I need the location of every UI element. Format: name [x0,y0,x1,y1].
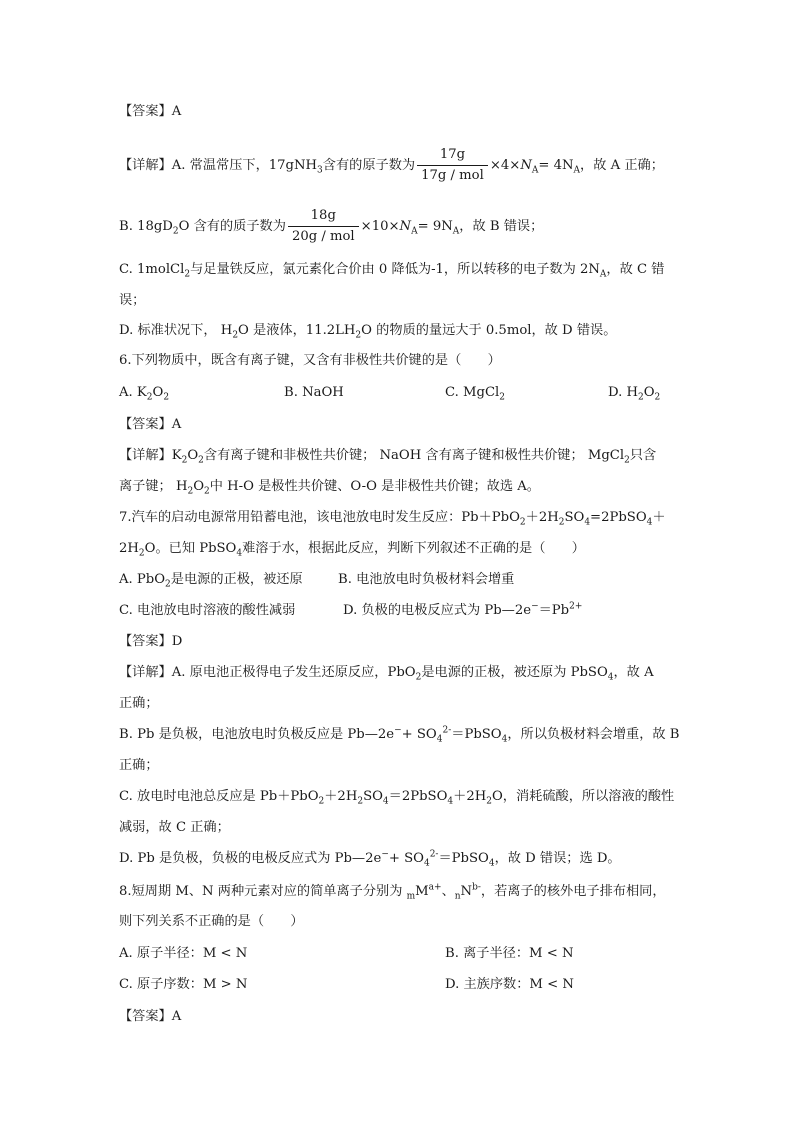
q7-explain-d: D. Pb 是负极，负极的电极反应式为 Pb—2e−+ $SO_4^{2-}=PbSO_4$，故 D 错误；选 D。 [119,849,621,869]
q7-stem-1: 7.汽车的启动电源常用铅蓄电池，该电池放电时发生反应：$Pb+PbO_2+2H_2SO_4=2PbSO_4+$ [119,510,666,528]
q5-explain-c: C. 1molCl$_2$与足量铁反应，氯元素化合价由 0 降低为-1，所以转移的电子数为 $2N_A$，故 C 错 [119,262,665,280]
q7-option-a: A. PbO$_2$是电源的正极，被还原 [119,572,303,590]
q6-explain-1: 【详解】$K_2O_2$含有离子键和非极性共价键； NaOH 含有离子键和极性共价键； MgCl$_2$只含 [119,448,657,466]
q8-option-c: C. 原子序数：M > N [119,977,248,992]
q6-stem: 6.下列物质中，既含有离子键，又含有非极性共价键的是（ ） [119,353,501,368]
q8-option-b: B. 离子半径：M < N [445,946,574,961]
q7-stem-2: $2H_2O$。已知 PbSO$_4$难溶于水，根据此反应，判断下列叙述不正确的是（ ） [119,541,585,559]
q5-explain-c-cont: 误； [119,293,146,308]
q6-answer: 【答案】A [119,417,182,432]
q8-answer: 【答案】A [119,1009,182,1024]
q5-explain-a: 【详解】A. 常温常压下，17gNH$_3$含有的原子数为 $\frac{17g}{\text{17g / mol}}$ $\times 4\times N_A= 4N_A$，故 A 正确； [119,147,664,183]
q5-answer: 【答案】A [119,104,182,119]
q7-explain-b-cont: 正确； [119,758,159,773]
fraction-17g: $\frac{17g}{\text{17g / mol}}$ [417,146,488,185]
q8-stem-2: 则下列关系不正确的是（ ） [119,914,304,929]
q7-explain-a: 【详解】A. 原电池正极得电子发生还原反应，PbO$_2$是电源的正极，被还原为 PbSO$_4$，故 A [119,665,654,683]
q7-option-c: C. 电池放电时溶液的酸性减弱 [119,603,296,618]
q8-option-a: A. 原子半径：M < N [119,946,248,961]
q8-stem-1: 8.短周期 M、N 两种元素对应的简单离子分别为 $_mM^{a+}$、$_nN^{b-}$，若离子的核外电子排布相同， [119,882,666,902]
q5-explain-d: D. 标准状况下， $H_2O$ 是液体，$11.2LH_2O$ 的物质的量远大于 0.5mol，故 D 错误。 [119,323,617,341]
q6-explain-2: 离子键； $H_2O_2$中 H-O 是极性共价键、O-O 是非极性共价键；故选 A。 [119,479,540,497]
q6-option-a: A. $K_2O_2$ [119,385,170,403]
q7-explain-a-cont: 正确； [119,696,159,711]
q5-explain-b: B. $18gD_2O$ 含有的质子数为 $\frac{18g}{\text{20g / mol}}$ $\times 10\times N_A= 9N_A$，故 B 错误； [119,208,544,244]
q6-option-d: D. $H_2O_2$ [608,385,661,403]
q7-option-b: B. 电池放电时负极材料会增重 [338,572,515,587]
q6-option-b: B. NaOH [284,385,344,400]
q7-explain-c-cont: 减弱，故 C 正确； [119,820,230,835]
q7-option-d: D. 负极的电极反应式为 $Pb—2e^-=Pb^{2+}$ [343,601,583,618]
q7-answer: 【答案】D [119,634,183,649]
q8-option-d: D. 主族序数：M < N [445,977,574,992]
q7-explain-c: C. 放电时电池总反应是 $Pb+PbO_2+2H_2SO_4=2PbSO_4+2H_2O$，消耗硫酸，所以溶液的酸性 [119,789,675,807]
q6-option-c: C. MgCl$_2$ [445,385,505,403]
fraction-18g: $\frac{18g}{\text{20g / mol}}$ [288,207,359,246]
q7-explain-b: B. Pb 是负极，电池放电时负极反应是 Pb—2e−+ $SO_4^{2-}=PbSO_4$，所以负极材料会增重，故 B [119,725,680,745]
